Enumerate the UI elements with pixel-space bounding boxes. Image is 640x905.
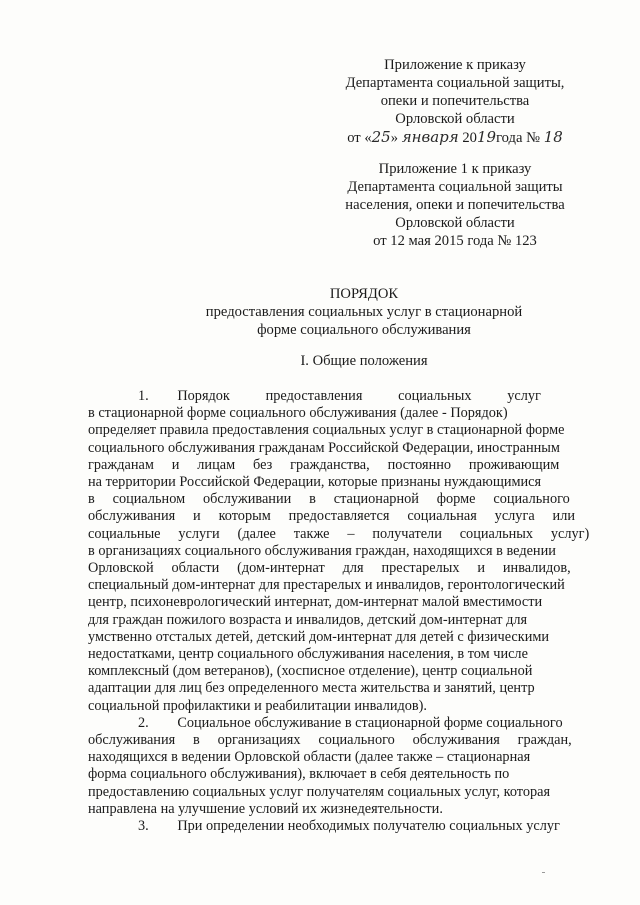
section-heading xyxy=(90,352,638,370)
handwritten-number: 18 xyxy=(543,128,563,146)
text-line: на территории Российской Федерации, которые признаны нуждающимися xyxy=(88,474,542,491)
text-line: в социальном обслуживании в стационарной форме социального xyxy=(88,491,570,508)
text-line: определяет правила предоставления социальных услуг в стационарной форме xyxy=(88,422,565,439)
section-title: I. Общие положения xyxy=(300,353,428,369)
date-suffix: года № xyxy=(496,130,544,146)
document-title xyxy=(90,285,638,339)
text-line: социальной профилактики и реабилитации инвалидов). xyxy=(88,697,427,714)
text-line: 1. Порядок предоставления социальных услуг xyxy=(138,388,541,404)
text-line: обслуживания в организациях социального обслуживания граждан, xyxy=(88,732,572,749)
text-line: недостатками, центр социального обслуживания населения, в том числе xyxy=(88,646,528,663)
text-line: гражданам и лицам без гражданства, постоянно проживающим xyxy=(88,456,560,473)
text-line: предоставлению социальных услуг получателям социальных услуг, которая xyxy=(88,783,551,800)
text-line: обслуживания и которым предоставляется социальная услуга или xyxy=(88,508,575,525)
appendix-line: населения, опеки и попечительства xyxy=(345,197,565,213)
date-mid: » xyxy=(390,130,402,146)
text-line: в организациях социального обслуживания граждан, находящихся в ведении xyxy=(88,542,556,559)
paragraph-2 xyxy=(88,715,598,818)
handwritten-day: 25 xyxy=(371,128,391,146)
text-line: направлена на улучшение условий их жизнедеятельности. xyxy=(88,800,443,817)
text-line: центр, психоневрологический интернат, дом-интернат малой вместимости xyxy=(88,594,543,611)
paragraph-3 xyxy=(88,818,598,835)
text-line: в стационарной форме социального обслуживания (далее - Порядок) xyxy=(88,405,508,422)
text-line: форма социального обслуживания), включает в себя деятельность по xyxy=(88,766,510,783)
handwritten-year: 19 xyxy=(476,128,497,146)
appendix-line: Орловской области xyxy=(395,111,515,127)
appendix-line: Приложение к приказу xyxy=(384,57,526,73)
title-line: предоставления социальных услуг в стационарной xyxy=(205,304,523,320)
date-prefix: от « xyxy=(347,130,372,146)
text-line: комплексный (дом ветеранов), (хосписное отделение), центр социальной xyxy=(88,663,533,680)
text-line: для граждан пожилого возраста и инвалидов, детский дом-интернат для xyxy=(88,611,528,628)
text-line: находящихся в ведении Орловской области (далее также – стационарная xyxy=(88,749,531,766)
appendix-line: Департамента социальной защиты, xyxy=(345,75,565,91)
document-body xyxy=(88,388,598,835)
text-line: социальные услуги (далее также – получатели социальных услуг) xyxy=(88,525,590,542)
title-line: форме социального обслуживания xyxy=(257,322,471,338)
paragraph-1 xyxy=(88,388,598,715)
text-line: социального обслуживания гражданам Российской Федерации, иностранным xyxy=(88,439,560,456)
appendix-header-current xyxy=(320,56,590,147)
appendix-date-line xyxy=(320,128,590,147)
text-line: адаптации для лиц без определенного места жительства и занятий, центр xyxy=(88,680,535,697)
appendix-header-original xyxy=(320,160,590,250)
title-heading: ПОРЯДОК xyxy=(329,286,399,302)
text-line: 3. При определении необходимых получателю социальных услуг xyxy=(138,818,560,835)
appendix-line: от 12 мая 2015 года № 123 xyxy=(373,233,537,249)
appendix-line: Приложение 1 к приказу xyxy=(378,161,532,177)
handwritten-month: января xyxy=(401,128,459,146)
text-line: умственно отсталых детей, детский дом-интернат для детей с физическими xyxy=(88,628,550,645)
text-line: специальный дом-интернат для престарелых и инвалидов, геронтологический xyxy=(88,577,565,594)
date-year-prefix: 20 xyxy=(458,130,477,146)
appendix-line: Орловской области xyxy=(395,215,515,231)
text-line: Орловской области (дом-интернат для престарелых и инвалидов, xyxy=(88,560,571,577)
appendix-line: опеки и попечительства xyxy=(380,93,530,109)
scan-speck xyxy=(542,872,545,873)
appendix-line: Департамента социальной защиты xyxy=(347,179,563,195)
text-line: 2. Социальное обслуживание в стационарной форме социального xyxy=(138,714,563,731)
